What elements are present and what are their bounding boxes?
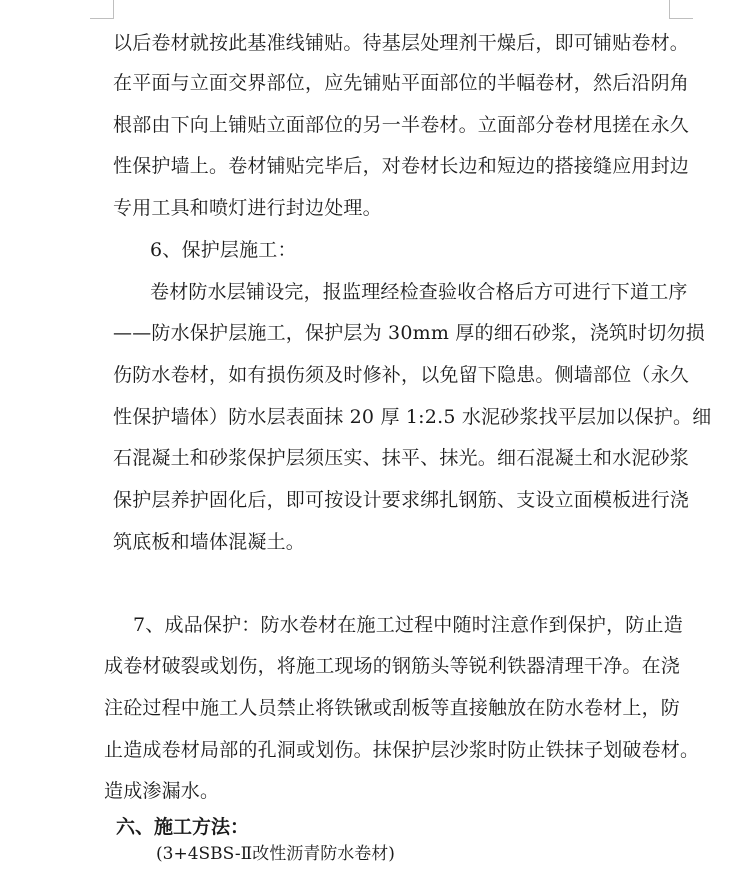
paragraph-line: 伤防水卷材，如有损伤须及时修补，以免留下隐患。侧墙部位（永久 xyxy=(113,364,690,386)
section-subheading-material: (3+4SBS-Ⅱ改性沥青防水卷材) xyxy=(156,844,395,864)
paragraph-line: 造成渗漏水。 xyxy=(104,780,220,802)
paragraph-line: 筑底板和墙体混凝土。 xyxy=(113,531,306,553)
paragraph-line: 在平面与立面交界部位，应先铺贴平面部位的半幅卷材，然后沿阴角 xyxy=(113,72,690,94)
paragraph-line: 石混凝土和砂浆保护层须压实、抹平、抹光。细石混凝土和水泥砂浆 xyxy=(113,447,690,469)
crop-mark-top-right-horizontal xyxy=(669,18,693,19)
paragraph-line: 注砼过程中施工人员禁止将铁锹或刮板等直接触放在防水卷材上，防 xyxy=(104,697,681,719)
paragraph-line: 卷材防水层铺设完，报监理经检查验收合格后方可进行下道工序 xyxy=(150,281,688,303)
paragraph-line: 成卷材破裂或划伤，将施工现场的钢筋头等锐利铁器清理干净。在浇 xyxy=(104,655,681,677)
section-title-protective-layer: 6、保护层施工： xyxy=(150,239,297,261)
paragraph-line: 根部由下向上铺贴立面部位的另一半卷材。立面部分卷材甩搓在永久 xyxy=(113,114,690,136)
crop-mark-top-left-vertical xyxy=(113,0,114,18)
crop-mark-top-right-vertical xyxy=(669,0,670,18)
paragraph-line: 性保护墙上。卷材铺贴完毕后，对卷材长边和短边的搭接缝应用封边 xyxy=(113,155,690,177)
paragraph-line: 专用工具和喷灯进行封边处理。 xyxy=(113,197,382,219)
paragraph-line: 性保护墙体）防水层表面抹 20 厚 1:2.5 水泥砂浆找平层加以保护。细 xyxy=(113,406,712,428)
paragraph-line: 以后卷材就按此基准线铺贴。待基层处理剂干燥后，即可铺贴卷材。 xyxy=(113,32,690,54)
paragraph-line: 保护层养护固化后，即可按设计要求绑扎钢筋、支设立面模板进行浇 xyxy=(113,489,690,511)
paragraph-line: 7、成品保护：防水卷材在施工过程中随时注意作到保护，防止造 xyxy=(133,614,683,636)
paragraph-line: ——防水保护层施工，保护层为 30mm 厚的细石砂浆，浇筑时切勿损 xyxy=(113,322,705,344)
section-heading-construction-method: 六、施工方法： xyxy=(116,816,250,838)
crop-mark-top-left-horizontal xyxy=(90,18,114,19)
paragraph-line: 止造成卷材局部的孔洞或划伤。抹保护层沙浆时防止铁抹子划破卷材。 xyxy=(104,739,700,761)
